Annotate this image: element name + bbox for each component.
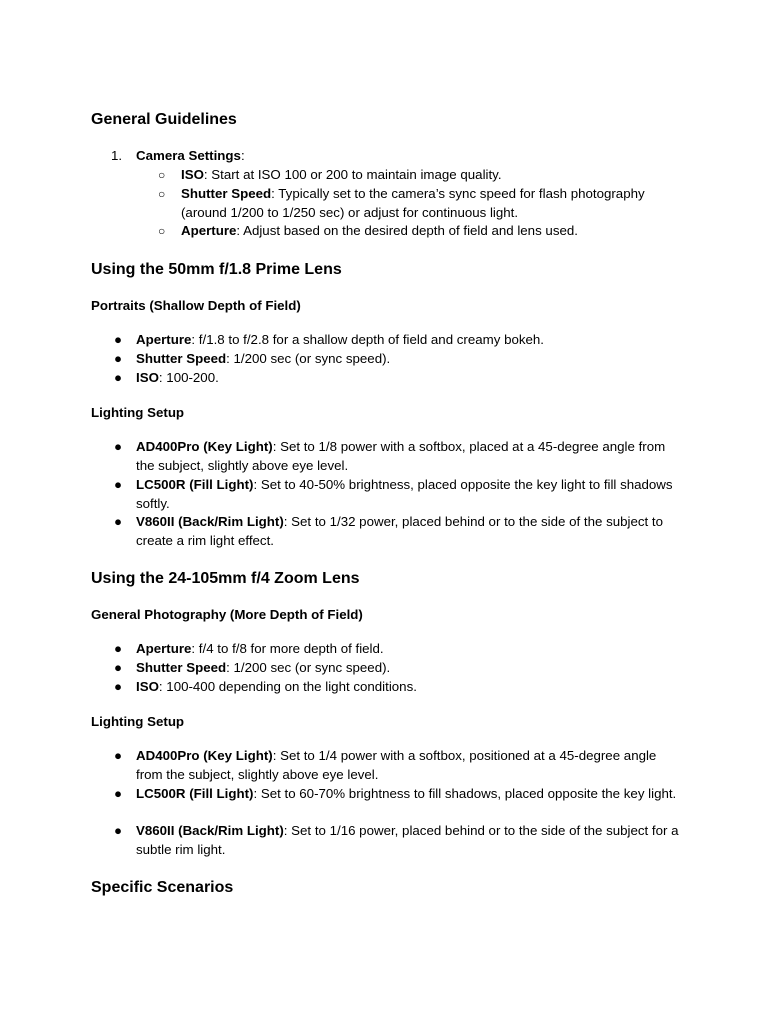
item-label: ISO bbox=[136, 370, 159, 385]
list-item-iso bbox=[136, 369, 681, 388]
item-text: : f/1.8 to f/2.8 for a shallow depth of field and creamy bokeh. bbox=[191, 332, 544, 347]
item-label: V860II (Back/Rim Light) bbox=[136, 514, 284, 529]
list-item-key-light bbox=[136, 747, 681, 784]
item-label: Shutter Speed bbox=[181, 186, 272, 201]
item-label: Aperture bbox=[136, 641, 192, 656]
item-label: Camera Settings bbox=[136, 148, 241, 163]
heading-prime-lens: Using the 50mm f/1.8 Prime Lens bbox=[91, 261, 342, 278]
item-label: LC500R (Fill Light) bbox=[136, 786, 254, 801]
list-item-aperture bbox=[136, 640, 681, 659]
item-label: ISO bbox=[136, 679, 159, 694]
list-number: 1. bbox=[111, 148, 123, 163]
item-text: : bbox=[240, 148, 245, 163]
item-text: : Set to 1/4 power with a softbox, positioned at a 45-degree angle from the subject, slightly above eye level. bbox=[136, 748, 657, 782]
item-text: : Set to 40-50% brightness, placed opposite the key light to fill shadows softly. bbox=[136, 477, 673, 511]
item-label: LC500R (Fill Light) bbox=[136, 477, 254, 492]
item-text: : 100-200. bbox=[158, 370, 219, 385]
list-item-iso bbox=[136, 678, 681, 697]
item-text: : Start at ISO 100 or 200 to maintain image quality. bbox=[203, 167, 502, 182]
item-label: AD400Pro (Key Light) bbox=[136, 748, 273, 763]
bullet: ● bbox=[114, 823, 123, 838]
list-item-shutter-speed bbox=[136, 659, 681, 678]
subheading-lighting-setup: Lighting Setup bbox=[91, 714, 185, 729]
item-text: : Set to 1/8 power with a softbox, placed at a 45-degree angle from the subject, slightly above eye level. bbox=[136, 439, 666, 473]
item-label: ISO bbox=[181, 167, 204, 182]
item-text: : 1/200 sec (or sync speed). bbox=[226, 660, 391, 675]
heading-general-guidelines: General Guidelines bbox=[91, 111, 237, 128]
sub-bullet: ○ bbox=[158, 224, 166, 238]
item-text: : f/4 to f/8 for more depth of field. bbox=[191, 641, 384, 656]
list-item-shutter-speed bbox=[136, 350, 681, 369]
sub-item-aperture bbox=[181, 222, 681, 241]
bullet: ● bbox=[114, 514, 123, 529]
list-item-fill-light bbox=[136, 476, 681, 513]
sub-bullet: ○ bbox=[158, 187, 166, 201]
heading-zoom-lens: Using the 24-105mm f/4 Zoom Lens bbox=[91, 570, 360, 587]
bullet: ● bbox=[114, 679, 123, 694]
item-label: Aperture bbox=[181, 223, 237, 238]
item-label: AD400Pro (Key Light) bbox=[136, 439, 273, 454]
item-label: Aperture bbox=[136, 332, 192, 347]
bullet: ● bbox=[114, 786, 123, 801]
item-text: : 100-400 depending on the light conditions. bbox=[158, 679, 417, 694]
item-label: Shutter Speed bbox=[136, 660, 227, 675]
item-text: : Adjust based on the desired depth of field and lens used. bbox=[236, 223, 578, 238]
sub-item-shutter-speed bbox=[181, 185, 681, 222]
bullet: ● bbox=[114, 477, 123, 492]
item-text: : Set to 1/32 power, placed behind or to the side of the subject to create a rim light effect. bbox=[136, 514, 663, 548]
item-text: : Set to 60-70% brightness to fill shadows, placed opposite the key light. bbox=[253, 786, 677, 801]
bullet: ● bbox=[114, 641, 123, 656]
bullet: ● bbox=[114, 332, 123, 347]
heading-specific-scenarios: Specific Scenarios bbox=[91, 879, 234, 896]
bullet: ● bbox=[114, 370, 123, 385]
bullet: ● bbox=[114, 351, 123, 366]
list-item-key-light bbox=[136, 438, 681, 475]
list-item-fill-light bbox=[136, 785, 681, 804]
list-item-aperture bbox=[136, 331, 681, 350]
subheading-portraits: Portraits (Shallow Depth of Field) bbox=[91, 298, 301, 313]
sub-item-iso bbox=[181, 166, 681, 185]
item-label: Shutter Speed bbox=[136, 351, 227, 366]
bullet: ● bbox=[114, 660, 123, 675]
item-label: V860II (Back/Rim Light) bbox=[136, 823, 284, 838]
list-item-rim-light bbox=[136, 822, 681, 859]
bullet: ● bbox=[114, 439, 123, 454]
subheading-general-photography: General Photography (More Depth of Field) bbox=[91, 607, 363, 622]
item-text: : 1/200 sec (or sync speed). bbox=[226, 351, 391, 366]
list-item-rim-light bbox=[136, 513, 681, 550]
sub-bullet: ○ bbox=[158, 168, 166, 182]
item-text: : Set to 1/16 power, placed behind or to the side of the subject for a subtle rim light. bbox=[136, 823, 679, 857]
subheading-lighting-setup: Lighting Setup bbox=[91, 405, 185, 420]
list-item-camera-settings bbox=[136, 147, 681, 166]
item-text: : Typically set to the camera’s sync speed for flash photography (around 1/200 to 1/250 sec) or adjust for continuous light. bbox=[181, 186, 645, 220]
bullet: ● bbox=[114, 748, 123, 763]
